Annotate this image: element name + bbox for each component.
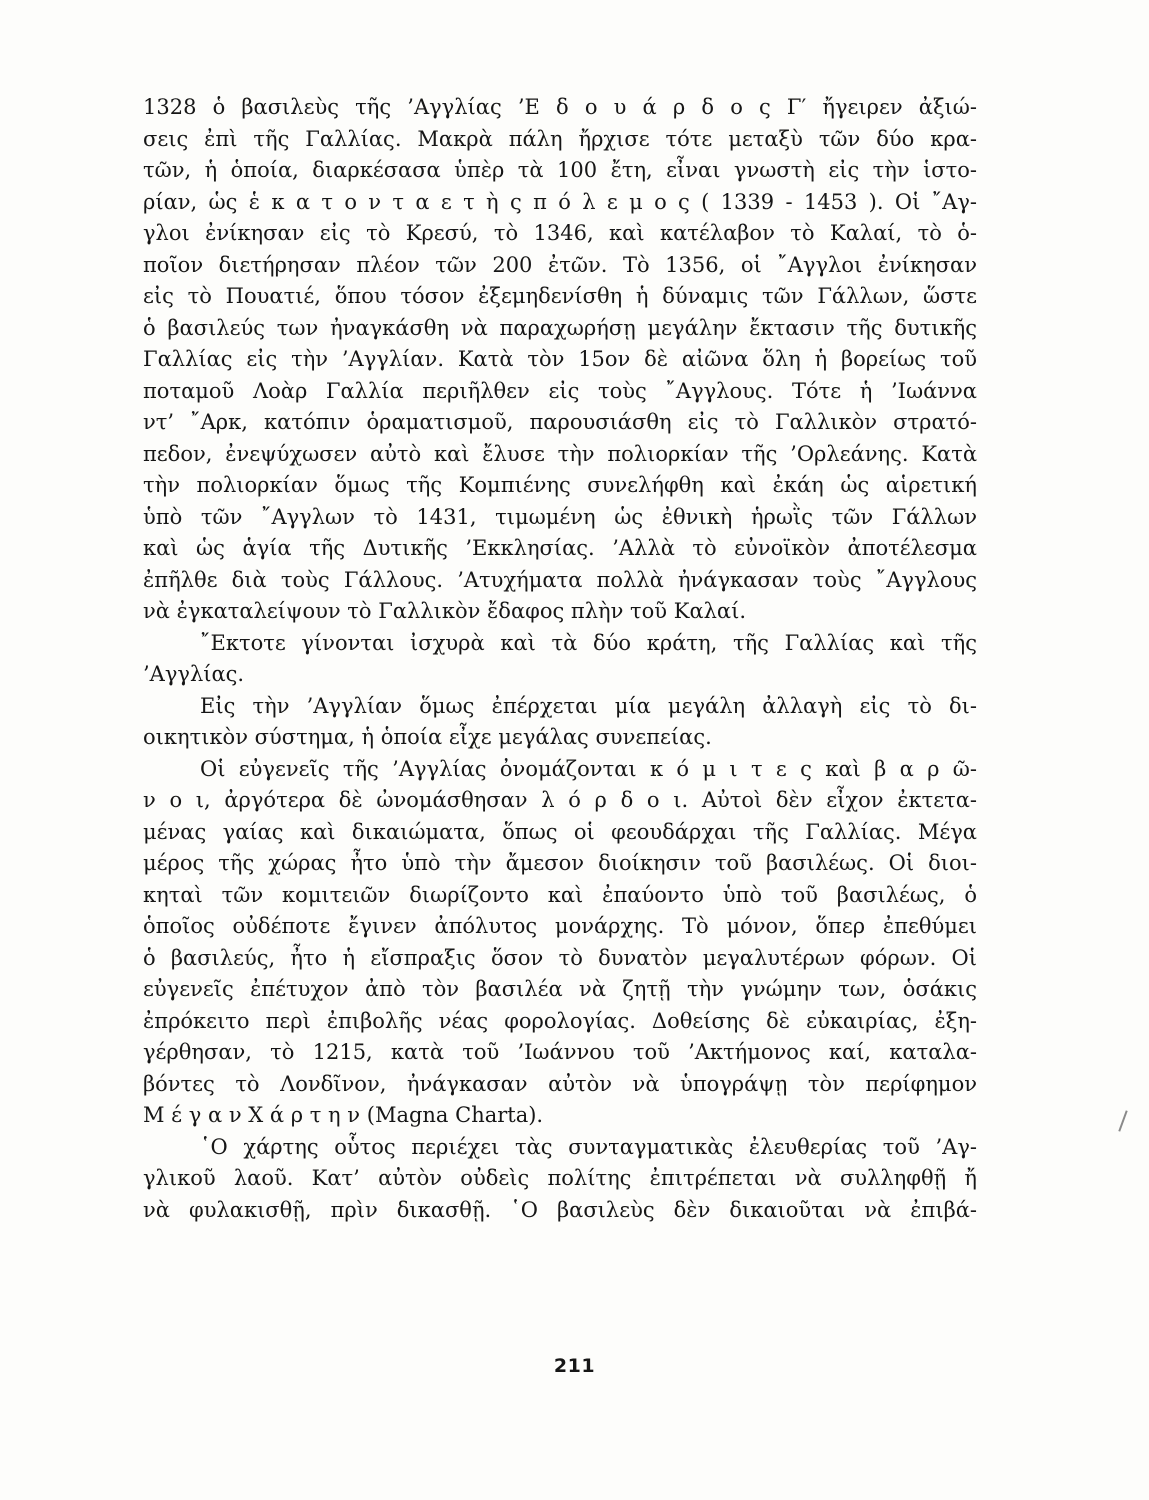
text-line: εὐγενεῖς ἐπέτυχον ἀπὸ τὸν βασιλέα νὰ ζητῇ τὴν γνώμην των, ὁσάκις	[143, 977, 977, 1001]
text-line: γλοι ἐνίκησαν εἰς τὸ Κρεσύ, τὸ 1346, καὶ κατέλαβον τὸ Καλαί, τὸ ὁ-	[143, 221, 977, 245]
text-line: ποταμοῦ Λοὰρ Γαλλία περιῆλθεν εἰς τοὺς ῎Αγγλους. Τότε ἡ ’Ιωάννα	[143, 378, 977, 403]
text-line: Μ έ γ α ν Χ ά ρ τ η ν (Magna Charta).	[143, 1103, 544, 1127]
text-line: ὑπὸ τῶν ῎Αγγλων τὸ 1431, τιμωμένη ὡς ἐθνικὴ ἡρωῒς τῶν Γάλλων	[143, 504, 977, 529]
text-line: Οἱ εὐγενεῖς τῆς ’Αγγλίας ὀνομάζονται κ ό μ ι τ ε ς καὶ β α ρ ῶ-	[200, 756, 977, 781]
text-line: νὰ φυλακισθῇ, πρὶν δικασθῇ. ῾Ο βασιλεὺς δὲν δικαιοῦται νὰ ἐπιβά-	[143, 1197, 977, 1222]
text-line: βόντες τὸ Λονδῖνον, ἠνάγκασαν αὐτὸν νὰ ὑπογράψῃ τὸν περίφημον	[143, 1071, 977, 1096]
text-line: 1328 ὁ βασιλεὺς τῆς ’Αγγλίας ’Ε δ ο υ ά ρ δ ο ς Γ′ ἤγειρεν ἀξιώ-	[143, 95, 977, 119]
text-line: Γαλλίας εἰς τὴν ’Αγγλίαν. Κατὰ τὸν 15ον δὲ αἰῶνα ὅλη ἡ βορείως τοῦ	[143, 347, 977, 371]
text-line: μένας γαίας καὶ δικαιώματα, ὅπως οἱ φεουδάρχαι τῆς Γαλλίας. Μέγα	[143, 819, 977, 844]
text-line: γέρθησαν, τὸ 1215, κατὰ τοῦ ’Ιωάννου τοῦ ’Ακτήμονος καί, καταλα-	[143, 1040, 977, 1064]
page-number: 211	[553, 1355, 596, 1377]
body-text	[143, 92, 977, 1226]
text-line: κηταὶ τῶν κομιτειῶν διωρίζοντο καὶ ἐπαύοντο ὑπὸ τοῦ βασιλέως, ὁ	[143, 882, 977, 907]
margin-pencil-mark	[1118, 1110, 1127, 1131]
text-line: εἰς τὸ Πουατιέ, ὅπου τόσον ἐξεμηδενίσθη ἡ δύναμις τῶν Γάλλων, ὥστε	[143, 284, 977, 308]
text-line: ’Αγγλίας.	[143, 662, 245, 686]
text-line: Εἰς τὴν ’Αγγλίαν ὅμως ἐπέρχεται μία μεγάλη ἀλλαγὴ εἰς τὸ δι-	[200, 693, 977, 718]
text-line: τῶν, ἡ ὁποία, διαρκέσασα ὑπὲρ τὰ 100 ἔτη, εἶναι γνωστὴ εἰς τὴν ἱστο-	[143, 158, 977, 182]
text-line: ῾Ο χάρτης οὗτος περιέχει τὰς συνταγματικὰς ἐλευθερίας τοῦ ’Αγ-	[200, 1134, 977, 1159]
text-line: ντ’ ῎Αρκ, κατόπιν ὁραματισμοῦ, παρουσιάσθη εἰς τὸ Γαλλικὸν στρατό-	[143, 410, 977, 434]
text-line: ὁ βασιλεύς, ἦτο ἡ εἴσπραξις ὅσον τὸ δυνατὸν μεγαλυτέρων φόρων. Οἱ	[143, 945, 977, 970]
text-line: πεδον, ἐνεψύχωσεν αὐτὸ καὶ ἔλυσε τὴν πολιορκίαν τῆς ’Ορλεάνης. Κατὰ	[143, 441, 977, 466]
text-line: ῎Εκτοτε γίνονται ἰσχυρὰ καὶ τὰ δύο κράτη, τῆς Γαλλίας καὶ τῆς	[200, 630, 977, 655]
text-line: μέρος τῆς χώρας ἦτο ὑπὸ τὴν ἄμεσον διοίκησιν τοῦ βασιλέως. Οἱ διοι-	[143, 851, 977, 875]
text-line: γλικοῦ λαοῦ. Κατ’ αὐτὸν οὐδεὶς πολίτης ἐπιτρέπεται νὰ συλληφθῇ ἤ	[143, 1166, 977, 1190]
text-line: ποῖον διετήρησαν πλέον τῶν 200 ἐτῶν. Τὸ 1356, οἱ ῎Αγγλοι ἐνίκησαν	[143, 252, 977, 277]
text-line: καὶ ὡς ἁγία τῆς Δυτικῆς ’Εκκλησίας. ’Αλλὰ τὸ εὐνοϊκὸν ἀποτέλεσμα	[143, 536, 977, 560]
text-line: οικητικὸν σύστημα, ἡ ὁποία εἶχε μεγάλας συνεπείας.	[143, 725, 712, 749]
text-line: νὰ ἐγκαταλείψουν τὸ Γαλλικὸν ἔδαφος πλὴν τοῦ Καλαί.	[143, 599, 747, 623]
text-line: ρίαν, ὡς ἑ κ α τ ο ν τ α ε τ ὴ ς π ό λ ε μ ο ς ( 1339 - 1453 ). Οἱ ῎Αγ-	[143, 189, 977, 214]
text-line: ἐπρόκειτο περὶ ἐπιβολῆς νέας φορολογίας. Δοθείσης δὲ εὐκαιρίας, ἐξη-	[143, 1008, 977, 1033]
text-line: ν ο ι, ἀργότερα δὲ ὠνομάσθησαν λ ό ρ δ ο ι. Αὐτοὶ δὲν εἶχον ἐκτετα-	[143, 788, 977, 812]
text-line: ὁποῖος οὐδέποτε ἔγινεν ἀπόλυτος μονάρχης. Τὸ μόνον, ὅπερ ἐπεθύμει	[143, 914, 977, 938]
text-line: ὁ βασιλεύς των ἠναγκάσθη νὰ παραχωρήσῃ μεγάλην ἔκτασιν τῆς δυτικῆς	[143, 315, 977, 340]
text-line: τὴν πολιορκίαν ὅμως τῆς Κομπιένης συνελήφθη καὶ ἐκάη ὡς αἱρετική	[143, 473, 977, 497]
text-line: ἐπῆλθε διὰ τοὺς Γάλλους. ’Ατυχήματα πολλὰ ἠνάγκασαν τοὺς ῎Αγγλους	[143, 567, 977, 592]
text-line: σεις ἐπὶ τῆς Γαλλίας. Μακρὰ πάλη ἤρχισε τότε μεταξὺ τῶν δύο κρα-	[143, 126, 977, 151]
